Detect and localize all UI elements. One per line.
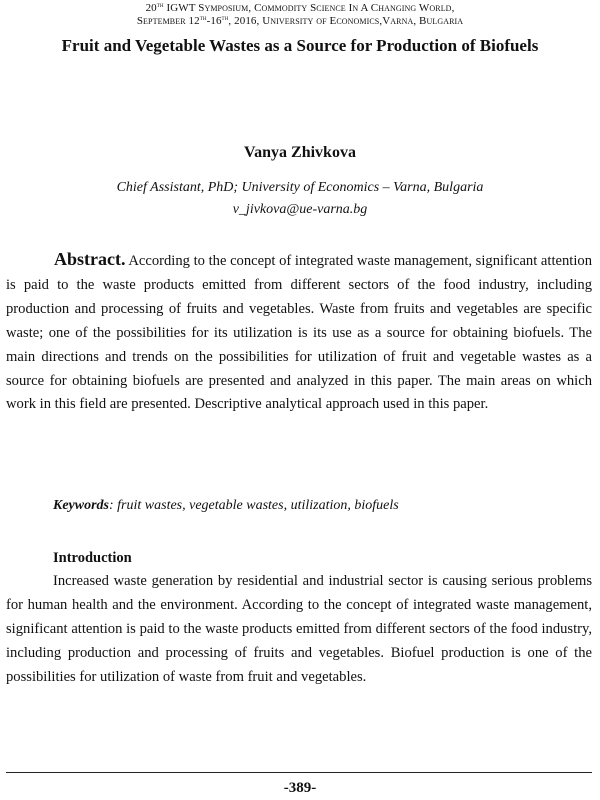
header-superscript: th bbox=[221, 14, 229, 22]
header-text: IGWT Symposium, Commodity Science In A Changing World, bbox=[163, 2, 455, 14]
author-name: Vanya Zhivkova bbox=[244, 144, 356, 161]
introduction-heading: Introduction bbox=[53, 550, 132, 566]
footer-divider bbox=[6, 772, 592, 773]
introduction-paragraph: Increased waste generation by residential and industrial sector is causing serious problems for human health and the environment. According to the concept of integrated waste management, significant attention is paid to the waste products emitted from different sectors of the food industry, including production and processing of fruits and vegetables. Biofuel production is one of the possibilities for utilization of waste from fruit and vegetables. bbox=[6, 573, 592, 685]
author-affiliation: Chief Assistant, PhD; University of Economics – Varna, Bulgaria bbox=[116, 180, 484, 195]
abstract-label: Abstract. bbox=[54, 249, 126, 269]
header-text: , 2016, University of Economics,Varna, Bulgaria bbox=[228, 15, 464, 27]
header-text: September 12 bbox=[136, 15, 200, 27]
keywords-line bbox=[53, 496, 593, 516]
abstract-paragraph bbox=[6, 248, 592, 417]
header-text: -16 bbox=[206, 15, 222, 27]
header-text: 20 bbox=[145, 2, 157, 14]
paper-title: Fruit and Vegetable Wastes as a Source for Production of Biofuels bbox=[61, 36, 539, 55]
author-email: v_jivkova@ue-varna.bg bbox=[232, 202, 368, 217]
abstract-text: According to the concept of integrated waste management, significant attention is paid to the waste products emitted from different sectors of the food industry, including production and processing of fruits and vegetables. Waste from fruits and vegetables are specific waste; one of the possibilities for its utilization is its use as a source for obtaining biofuels. The main directions and trends on the possibilities for utilization of fruit and vegetable wastes as a source for obtaining biofuels are presented and analyzed in this paper. The main areas on which work in this field are presented. Descriptive analytical approach used in this paper. bbox=[6, 253, 592, 413]
conference-header-line-2 bbox=[0, 15, 600, 28]
conference-header-line-1 bbox=[0, 2, 600, 15]
conference-header bbox=[0, 2, 600, 28]
header-superscript: th bbox=[199, 14, 207, 22]
header-superscript: th bbox=[156, 1, 164, 9]
page-number: -389- bbox=[283, 780, 317, 796]
keywords-text: : fruit wastes, vegetable wastes, utilization, biofuels bbox=[109, 498, 399, 513]
keywords-label: Keywords bbox=[53, 498, 109, 513]
